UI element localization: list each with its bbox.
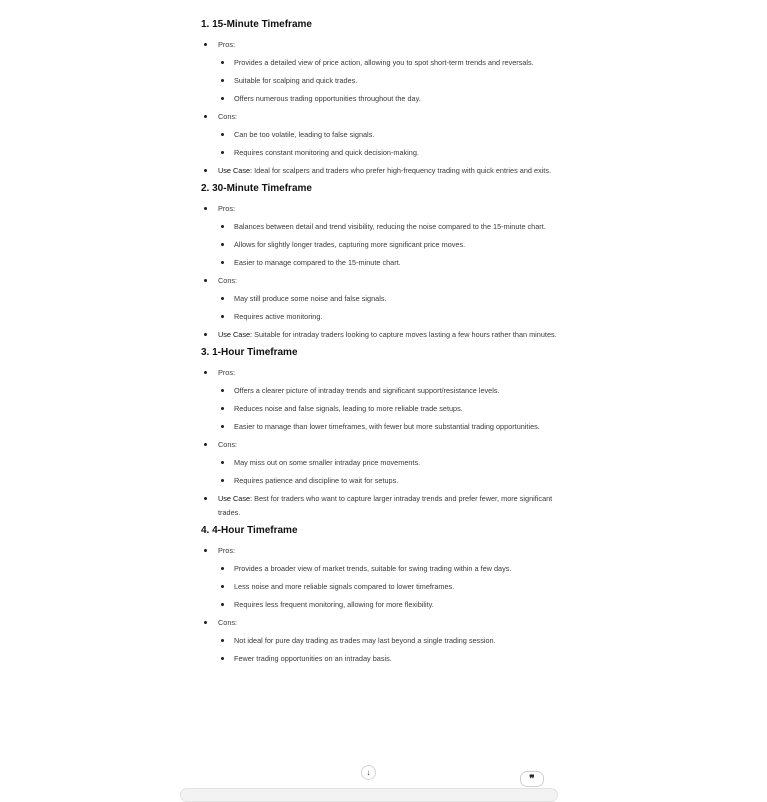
cons-point: Can be too volatile, leading to false signals. <box>218 128 561 142</box>
cons-item <box>201 438 561 488</box>
cons-item <box>201 110 561 160</box>
section-list <box>201 366 561 520</box>
cons-list <box>218 128 561 160</box>
cons-point: Requires patience and discipline to wait for setups. <box>218 474 561 488</box>
pros-item <box>201 38 561 106</box>
pros-label: Pros: <box>218 204 236 213</box>
pros-point: Less noise and more reliable signals compared to lower timeframes. <box>218 580 561 594</box>
cons-list <box>218 292 561 324</box>
cons-label: Cons: <box>218 276 238 285</box>
cons-list <box>218 634 561 666</box>
pros-label: Pros: <box>218 546 236 555</box>
use-case-text: Best for traders who want to capture larger intraday trends and prefer fewer, more significant trades. <box>218 494 553 517</box>
pros-point: Balances between detail and trend visibility, reducing the noise compared to the 15-minute chart. <box>218 220 561 234</box>
use-case-item <box>201 328 561 342</box>
section-title: 3. 1-Hour Timeframe <box>201 347 298 358</box>
pros-point: Allows for slightly longer trades, capturing more significant price moves. <box>218 238 561 252</box>
cons-item <box>201 274 561 324</box>
arrow-down-icon: ↓ <box>366 768 371 777</box>
pros-point: Offers a clearer picture of intraday trends and significant support/resistance levels. <box>218 384 561 398</box>
use-case-text: Suitable for intraday traders looking to capture moves lasting a few hours rather than minutes. <box>252 330 557 339</box>
pros-point: Reduces noise and false signals, leading to more reliable trade setups. <box>218 402 561 416</box>
use-case-label: Use Case: <box>218 494 253 503</box>
pros-list <box>218 56 561 106</box>
pros-label: Pros: <box>218 40 236 49</box>
section-list <box>201 38 561 178</box>
section-title: 4. 4-Hour Timeframe <box>201 525 298 536</box>
quote-button[interactable] <box>520 771 544 787</box>
use-case-text: Ideal for scalpers and traders who prefer high-frequency trading with quick entries and exits. <box>252 166 552 175</box>
pros-point: Requires less frequent monitoring, allowing for more flexibility. <box>218 598 561 612</box>
section-title: 2. 30-Minute Timeframe <box>201 183 312 194</box>
use-case-item <box>201 492 561 520</box>
pros-point: Easier to manage than lower timeframes, with fewer but more substantial trading opportunities. <box>218 420 561 434</box>
cons-point: May miss out on some smaller intraday price movements. <box>218 456 561 470</box>
cons-list <box>218 456 561 488</box>
response-content <box>201 14 561 670</box>
message-input-bar[interactable] <box>180 788 558 802</box>
pros-item <box>201 544 561 612</box>
pros-list <box>218 562 561 612</box>
pros-point: Provides a detailed view of price action, allowing you to spot short-term trends and reversals. <box>218 56 561 70</box>
pros-point: Easier to manage compared to the 15-minute chart. <box>218 256 561 270</box>
use-case-label: Use Case: <box>218 166 253 175</box>
use-case-label: Use Case: <box>218 330 253 339</box>
cons-label: Cons: <box>218 112 238 121</box>
use-case-item <box>201 164 561 178</box>
cons-point: Requires active monitoring. <box>218 310 561 324</box>
quote-icon: ❞ <box>529 774 535 785</box>
pros-label: Pros: <box>218 368 236 377</box>
section-list <box>201 544 561 666</box>
pros-list <box>218 220 561 270</box>
section-title: 1. 15-Minute Timeframe <box>201 19 312 30</box>
cons-point: May still produce some noise and false signals. <box>218 292 561 306</box>
pros-item <box>201 366 561 434</box>
pros-point: Provides a broader view of market trends, suitable for swing trading within a few days. <box>218 562 561 576</box>
section-list <box>201 202 561 342</box>
cons-point: Fewer trading opportunities on an intraday basis. <box>218 652 561 666</box>
pros-point: Offers numerous trading opportunities throughout the day. <box>218 92 561 106</box>
pros-item <box>201 202 561 270</box>
cons-label: Cons: <box>218 618 238 627</box>
cons-label: Cons: <box>218 440 238 449</box>
cons-point: Not ideal for pure day trading as trades may last beyond a single trading session. <box>218 634 561 648</box>
scroll-down-button[interactable] <box>361 765 376 780</box>
cons-item <box>201 616 561 666</box>
pros-point: Suitable for scalping and quick trades. <box>218 74 561 88</box>
pros-list <box>218 384 561 434</box>
cons-point: Requires constant monitoring and quick decision-making. <box>218 146 561 160</box>
